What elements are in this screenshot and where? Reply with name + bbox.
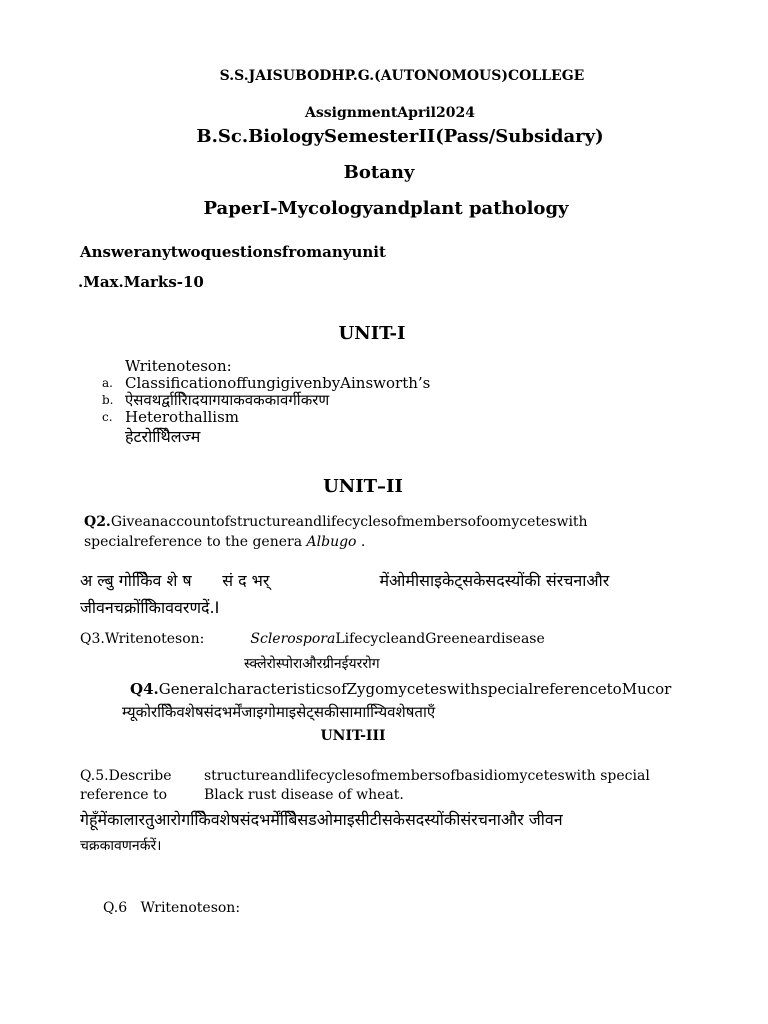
question-text: reference to	[80, 787, 168, 803]
question-text: specialreference to the genera	[84, 534, 307, 550]
genus-name: Albugo	[306, 534, 357, 550]
hindi-text: अ ल्बु गोकेििव शे ष	[80, 571, 192, 590]
hindi-text: जीवनचक्रोंकाििववरणदें.I	[80, 598, 220, 617]
question-label: Q.5.Describe	[80, 768, 172, 784]
unit-3-heading: UNIT-III	[320, 728, 386, 744]
college-name: S.S.JAISUBODHP.G.(AUTONOMOUS)COLLEGE	[219, 68, 585, 84]
list-item-text: ClassificationoffungigivenbyAinsworth’s	[125, 374, 431, 392]
unit-1-notes	[102, 358, 430, 445]
list-item	[102, 392, 430, 409]
list-item	[102, 409, 430, 426]
question-label: Q4.	[130, 680, 159, 698]
list-item-text: Heterothallism	[125, 408, 240, 426]
instructions: Answeranytwoquestionsfromanyunit	[80, 243, 386, 261]
question-2	[84, 512, 588, 552]
hindi-text: चक्रकावणनर्करें।	[80, 838, 162, 854]
unit-1-heading: UNIT-I	[338, 323, 406, 344]
question-5	[80, 767, 650, 805]
paper-title: PaperI-Mycologyandplant pathology	[203, 198, 569, 219]
genus-name: Sclerospora	[250, 631, 336, 647]
unit-2-heading: UNIT–II	[323, 476, 403, 497]
max-marks: .Max.Marks-10	[78, 273, 204, 291]
question-text: Black rust disease of wheat.	[204, 787, 404, 803]
question-6	[103, 900, 240, 916]
question-text: Giveanaccountofstructureandlifecyclesofmembersofoomyceteswith	[110, 514, 588, 530]
unit-1-intro: Writenoteson:	[125, 357, 232, 375]
subject-title: Botany	[343, 162, 415, 183]
question-3	[80, 631, 545, 647]
list-marker: c.	[102, 410, 113, 424]
hindi-text: सं द भर्	[222, 571, 270, 590]
assignment-date: AssignmentApril2024	[305, 105, 475, 121]
question-label: Q.6	[103, 900, 128, 916]
list-item-hindi: हेटरोथैििलज्म	[125, 427, 201, 446]
list-marker: b.	[102, 393, 114, 407]
question-label: Q2.	[84, 514, 111, 530]
question-text: .	[356, 534, 366, 550]
question-4	[130, 680, 671, 698]
question-3-hindi: स्क्लेरोस्पोराऔरग्रीनईयररोग	[244, 656, 380, 672]
question-text: LifecycleandGreeneardisease	[335, 631, 545, 647]
question-text: Writenoteson:	[140, 900, 241, 916]
question-label: Q3.Writenoteson:	[80, 631, 205, 647]
list-item-text: ऐसवथर्द्वाराििदयागयाकवककावर्गीकरण	[125, 391, 330, 409]
question-5-hindi	[80, 806, 563, 860]
question-text: GeneralcharacteristicsofZygomyceteswithspecialreferencetoMucor	[158, 680, 672, 698]
list-item	[102, 375, 430, 392]
question-text: structureandlifecyclesofmembersofbasidiomyceteswith special	[204, 768, 650, 784]
question-4-hindi: म्यूकोरकेििवशेषसंदभर्मेंजाइगोमाइसेट्सकीसामान्यििवशेषताएँ	[122, 703, 436, 721]
list-marker: a.	[102, 376, 113, 390]
course-title: B.Sc.BiologySemesterII(Pass/Subsidary)	[196, 126, 604, 147]
hindi-text: गेहूँमेंकालारतुआरोगकेििवशेषसंदभर्मेंबेििसडओमाइसीटीसकेसदस्योंकीसंरचनाऔर जीवन	[80, 810, 563, 829]
question-2-hindi	[80, 567, 609, 621]
hindi-text: मेंओमीसाइकेट्सकेसदस्योंकी संरचनाऔर	[379, 571, 610, 590]
